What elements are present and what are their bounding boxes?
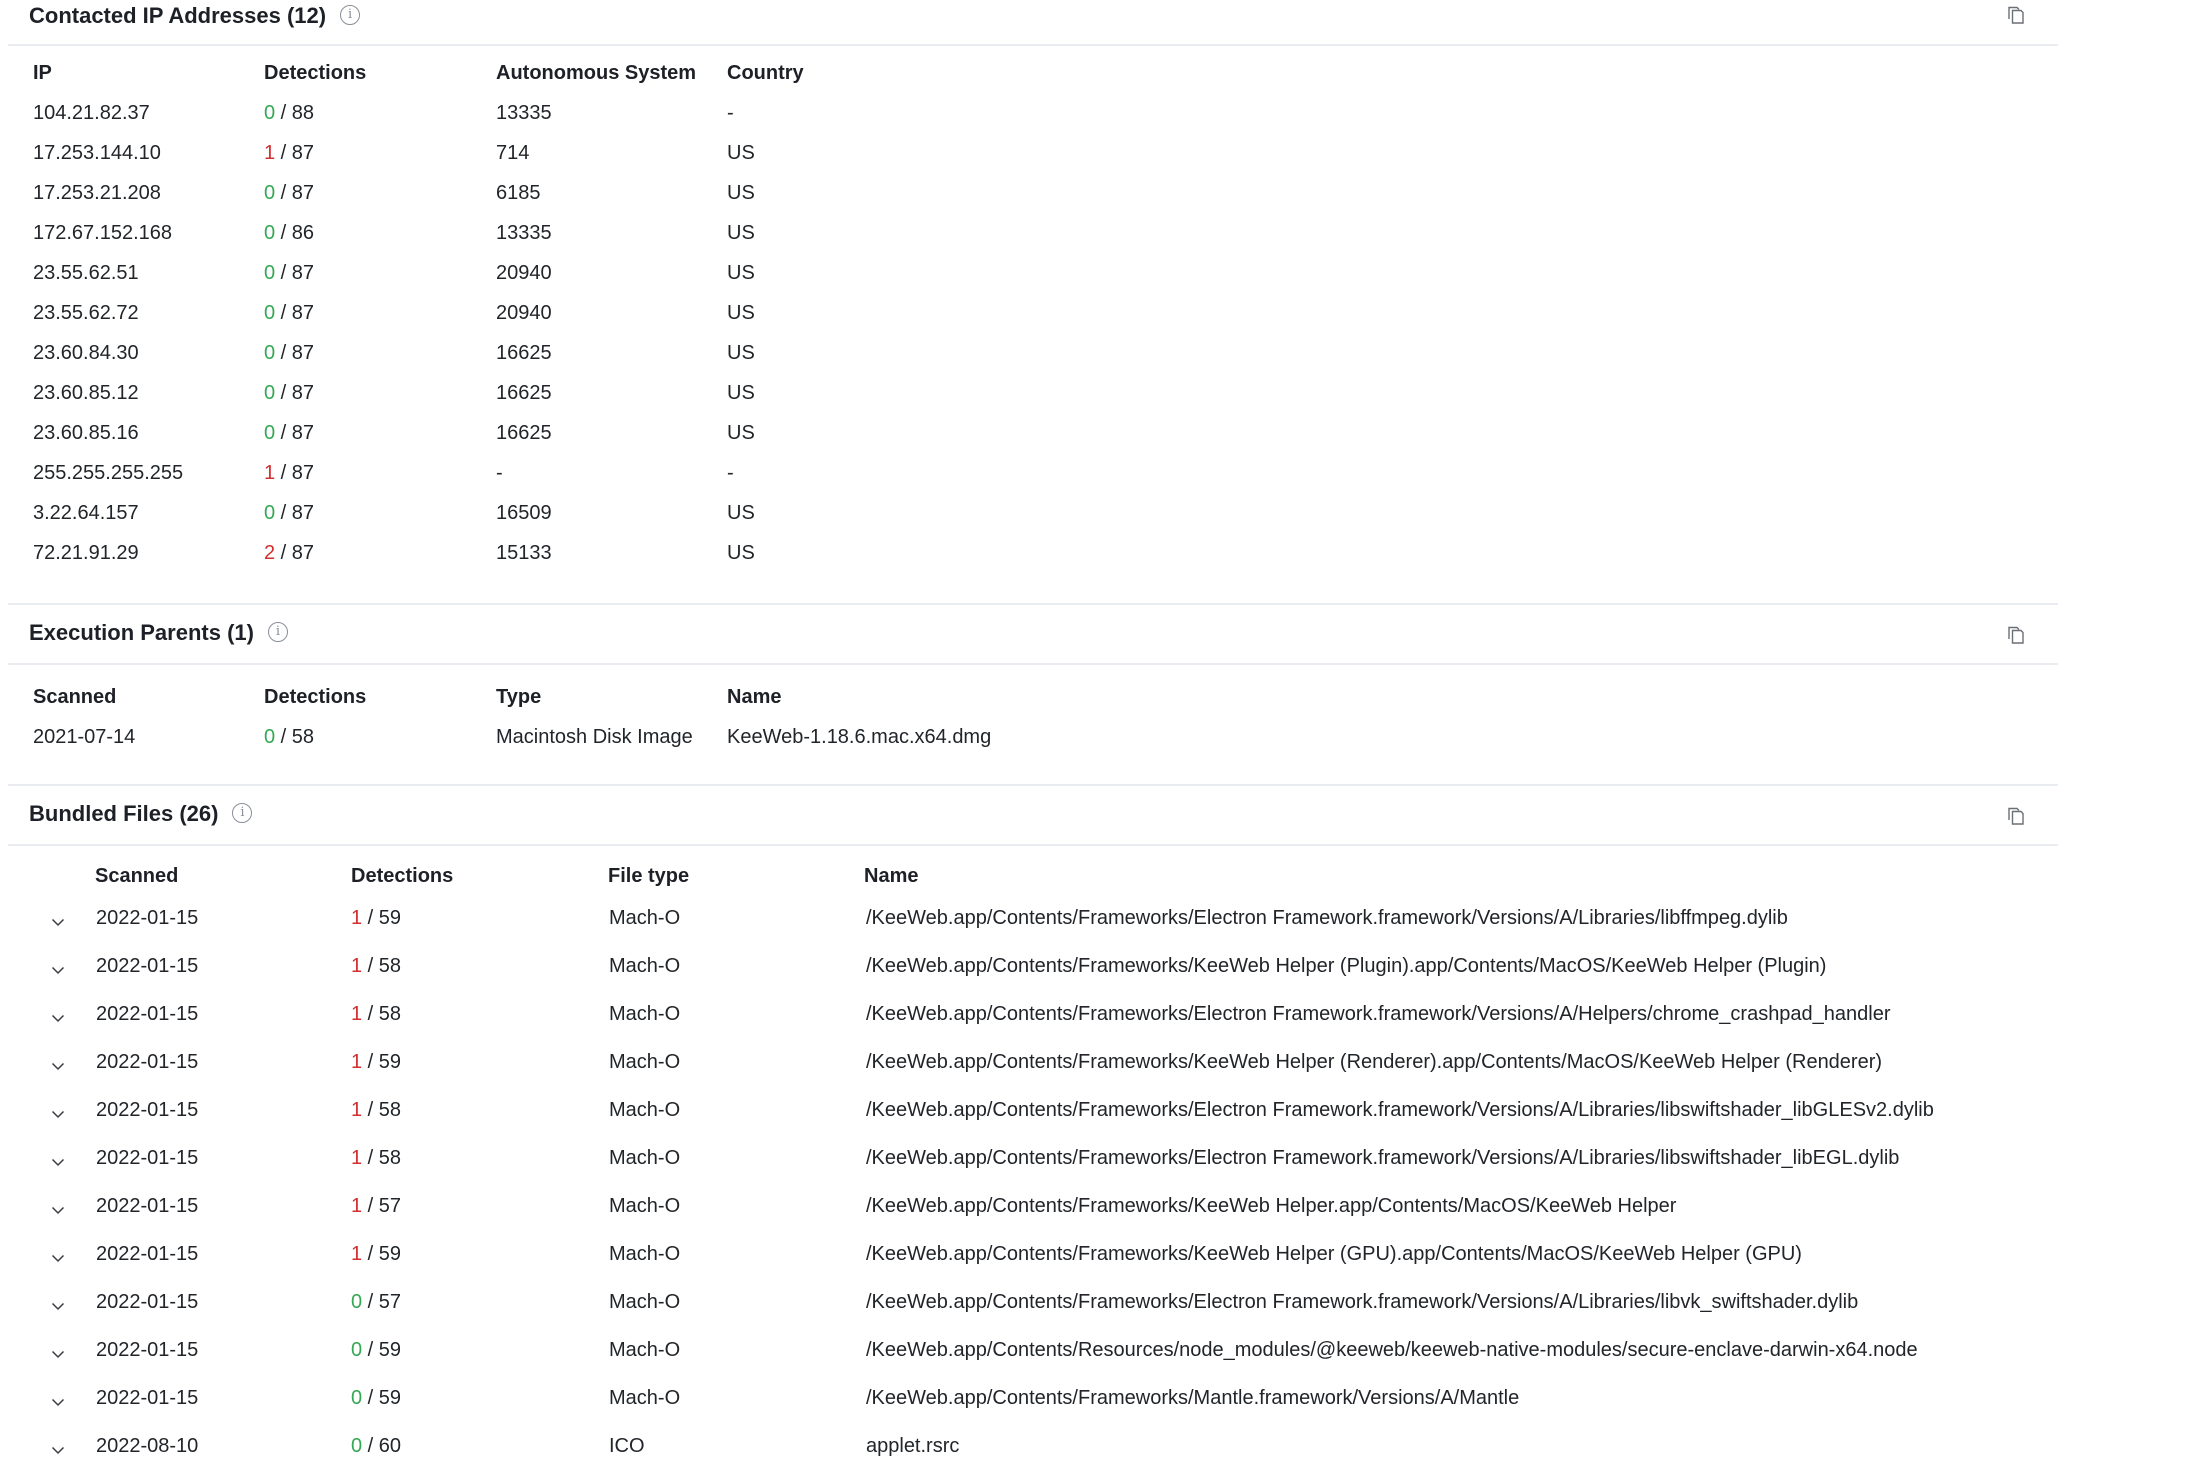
table-row (8, 533, 2058, 573)
detections-total: / 59 (362, 1243, 402, 1265)
chevron-down-icon[interactable] (51, 1278, 65, 1326)
ip-address-link[interactable]: 172.67.152.168 (33, 222, 173, 244)
detections-cell[interactable] (264, 93, 314, 133)
detections-total: / 87 (275, 262, 315, 284)
copy-icon[interactable] (2006, 806, 2026, 826)
detections-total: / 58 (362, 1099, 402, 1121)
detections-count: 0 (351, 1387, 363, 1409)
detections-cell[interactable] (351, 942, 401, 990)
table-row (8, 453, 2058, 493)
table-row (8, 1422, 2058, 1470)
file-name-link[interactable]: KeeWeb-1.18.6.mac.x64.dmg (727, 726, 992, 748)
detections-count: 1 (351, 1147, 363, 1169)
file-type-cell: Mach-O (609, 1147, 681, 1169)
chevron-down-icon[interactable] (51, 1038, 65, 1086)
detections-count: 0 (264, 182, 276, 204)
contacted-ips-rows (8, 93, 2058, 573)
table-row (8, 293, 2058, 333)
contacted-ips-title: Contacted IP Addresses (12) (29, 3, 327, 28)
table-row (8, 413, 2058, 453)
autonomous-system-cell: 20940 (496, 262, 552, 284)
copy-icon[interactable] (2006, 625, 2026, 645)
detections-total: / 57 (362, 1195, 402, 1217)
country-cell: US (727, 342, 755, 364)
country-cell: US (727, 382, 755, 404)
ip-address-link[interactable]: 255.255.255.255 (33, 462, 184, 484)
detections-total: / 87 (275, 142, 315, 164)
chevron-down-icon[interactable] (51, 990, 65, 1038)
autonomous-system-cell: 13335 (496, 102, 552, 124)
detections-count: 0 (264, 102, 276, 124)
file-name-link[interactable]: /KeeWeb.app/Contents/Frameworks/Electron Framework.framework/Versions/A/Libraries/libswiftshader_libEGL.dylib (866, 1147, 1900, 1169)
file-name-link[interactable]: /KeeWeb.app/Contents/Frameworks/Electron Framework.framework/Versions/A/Libraries/libvk_swiftshader.dylib (866, 1291, 1859, 1313)
ip-address-link[interactable]: 72.21.91.29 (33, 542, 139, 564)
detections-count: 2 (264, 542, 276, 564)
ip-address-link[interactable]: 3.22.64.157 (33, 502, 139, 524)
autonomous-system-cell: 714 (496, 142, 530, 164)
file-type-cell: Mach-O (609, 1291, 681, 1313)
scanned-date-cell: 2022-01-15 (96, 1147, 199, 1169)
table-row (8, 173, 2058, 213)
table-row (8, 1086, 2058, 1134)
chevron-down-icon[interactable] (51, 894, 65, 942)
file-type-cell: Mach-O (609, 1195, 681, 1217)
detections-total: / 59 (362, 1387, 402, 1409)
autonomous-system-cell: - (496, 462, 503, 484)
country-cell: US (727, 302, 755, 324)
table-row (8, 1038, 2058, 1086)
table-row (8, 373, 2058, 413)
scanned-date-cell: 2022-01-15 (96, 1387, 199, 1409)
detections-total: / 86 (275, 222, 315, 244)
detections-total: / 87 (275, 422, 315, 444)
file-type-cell: Mach-O (609, 1003, 681, 1025)
detections-cell[interactable] (264, 253, 314, 293)
autonomous-system-cell: 15133 (496, 542, 552, 564)
detections-total: / 87 (275, 502, 315, 524)
scanned-date-cell: 2022-01-15 (96, 1003, 199, 1025)
column-header-ip[interactable]: IP (33, 62, 52, 84)
file-type-cell: Mach-O (609, 1387, 681, 1409)
country-cell: US (727, 542, 755, 564)
chevron-down-icon[interactable] (51, 1374, 65, 1422)
ip-address-link[interactable]: 17.253.144.10 (33, 142, 161, 164)
detections-total: / 58 (362, 955, 402, 977)
detections-total: / 87 (275, 182, 315, 204)
detections-cell[interactable] (264, 453, 314, 493)
file-name-link[interactable]: applet.rsrc (866, 1435, 960, 1457)
detections-total: / 59 (362, 1051, 402, 1073)
chevron-down-icon[interactable] (51, 1182, 65, 1230)
detections-total: / 88 (275, 102, 315, 124)
country-cell: US (727, 262, 755, 284)
table-row (8, 942, 2058, 990)
ip-address-link[interactable]: 104.21.82.37 (33, 102, 150, 124)
autonomous-system-cell: 13335 (496, 222, 552, 244)
country-cell: US (727, 222, 755, 244)
file-name-link[interactable]: /KeeWeb.app/Contents/Frameworks/KeeWeb Helper (Plugin).app/Contents/MacOS/KeeWeb Helper (Plugin) (866, 955, 1827, 977)
scanned-date-cell: 2022-01-15 (96, 1051, 199, 1073)
ip-address-link[interactable]: 23.60.84.30 (33, 342, 139, 364)
table-row (8, 1326, 2058, 1374)
detections-total: / 87 (275, 462, 315, 484)
ip-address-link[interactable]: 17.253.21.208 (33, 182, 161, 204)
detections-count: 1 (351, 1099, 363, 1121)
scanned-date-cell: 2022-01-15 (96, 907, 199, 929)
file-type-cell: Mach-O (609, 1051, 681, 1073)
country-cell: US (727, 422, 755, 444)
detections-cell[interactable] (264, 493, 314, 533)
detections-count: 0 (264, 382, 276, 404)
table-row (8, 93, 2058, 133)
detections-cell[interactable] (351, 1374, 401, 1422)
detections-cell[interactable] (351, 1278, 401, 1326)
detections-cell[interactable] (351, 990, 401, 1038)
country-cell: US (727, 182, 755, 204)
detections-count: 0 (264, 342, 276, 364)
scanned-date-cell: 2022-01-15 (96, 955, 199, 977)
info-icon[interactable]: i (232, 803, 252, 823)
autonomous-system-cell: 6185 (496, 182, 541, 204)
country-cell: - (727, 462, 734, 484)
detections-total: / 59 (362, 1339, 402, 1361)
scanned-date-cell: 2022-01-15 (96, 1339, 199, 1361)
detections-cell[interactable] (264, 717, 314, 757)
country-cell: US (727, 502, 755, 524)
table-row (8, 894, 2058, 942)
detections-cell[interactable] (264, 413, 314, 453)
contacted-ips-table (8, 53, 2058, 573)
detections-cell[interactable] (264, 293, 314, 333)
execution-parents-section (8, 603, 2058, 748)
ip-address-link[interactable]: 23.60.85.16 (33, 422, 139, 444)
detections-count: 0 (351, 1291, 363, 1313)
autonomous-system-cell: 20940 (496, 302, 552, 324)
scanned-date-cell: 2022-01-15 (96, 1099, 199, 1121)
section-title (29, 799, 252, 829)
detections-count: 0 (351, 1339, 363, 1361)
detections-count: 0 (264, 262, 276, 284)
detections-cell[interactable] (351, 1422, 401, 1470)
file-name-link[interactable]: /KeeWeb.app/Contents/Resources/node_modules/@keeweb/keeweb-native-modules/secure-enclave-darwin-x64.node (866, 1339, 1918, 1361)
table-row (8, 1230, 2058, 1278)
detections-count: 0 (351, 1435, 363, 1457)
column-header-name[interactable]: Name (864, 865, 919, 887)
detections-count: 1 (264, 142, 276, 164)
info-icon[interactable]: i (268, 622, 288, 642)
chevron-down-icon[interactable] (51, 1230, 65, 1278)
detections-cell[interactable] (351, 1038, 401, 1086)
file-name-link[interactable]: /KeeWeb.app/Contents/Frameworks/Electron Framework.framework/Versions/A/Libraries/libffmpeg.dylib (866, 907, 1788, 929)
file-type-cell: Mach-O (609, 955, 681, 977)
chevron-down-icon[interactable] (51, 1086, 65, 1134)
column-header-detections[interactable]: Detections (264, 686, 367, 708)
detections-count: 0 (264, 222, 276, 244)
file-name-link[interactable]: /KeeWeb.app/Contents/Frameworks/Electron Framework.framework/Versions/A/Libraries/libswiftshader_libGLESv2.dylib (866, 1099, 1934, 1121)
country-cell: US (727, 142, 755, 164)
file-name-link[interactable]: /KeeWeb.app/Contents/Frameworks/KeeWeb Helper.app/Contents/MacOS/KeeWeb Helper (866, 1195, 1677, 1217)
column-header-name[interactable]: Name (727, 686, 782, 708)
ip-address-link[interactable]: 23.60.85.12 (33, 382, 139, 404)
chevron-down-icon[interactable] (51, 1422, 65, 1470)
detections-total: / 58 (275, 726, 315, 748)
table-row (8, 213, 2058, 253)
scanned-date-cell: 2022-01-15 (96, 1291, 199, 1313)
ip-address-link[interactable]: 23.55.62.72 (33, 302, 139, 324)
detections-count: 0 (264, 502, 276, 524)
file-type-cell: Mach-O (609, 1339, 681, 1361)
detections-count: 1 (351, 1003, 363, 1025)
autonomous-system-cell: 16625 (496, 382, 552, 404)
detections-cell[interactable] (264, 213, 314, 253)
detections-count: 1 (264, 462, 276, 484)
detections-count: 1 (351, 1051, 363, 1073)
detections-total: / 58 (362, 1147, 402, 1169)
scanned-date-cell: 2022-01-15 (96, 1243, 199, 1265)
table-row (8, 253, 2058, 293)
country-cell: - (727, 102, 734, 124)
type-cell: Macintosh Disk Image (496, 726, 693, 748)
table-row (8, 990, 2058, 1038)
detections-count: 0 (264, 422, 276, 444)
autonomous-system-cell: 16625 (496, 422, 552, 444)
bundled-files-table (8, 858, 2058, 1470)
column-header-scanned[interactable]: Scanned (95, 865, 179, 887)
file-type-cell: Mach-O (609, 907, 681, 929)
detections-cell[interactable] (264, 173, 314, 213)
detections-cell[interactable] (351, 894, 401, 942)
execution-parents-title: Execution Parents (1) (29, 620, 254, 645)
detections-count: 1 (351, 907, 363, 929)
detections-total: / 87 (275, 302, 315, 324)
section-title (29, 618, 288, 648)
detections-cell[interactable] (351, 1086, 401, 1134)
bundled-files-header (8, 786, 2058, 846)
execution-parents-table (8, 677, 2058, 757)
detections-cell[interactable] (351, 1230, 401, 1278)
ip-address-link[interactable]: 23.55.62.51 (33, 262, 139, 284)
detections-cell[interactable] (264, 533, 314, 573)
table-row (8, 1182, 2058, 1230)
detections-cell[interactable] (351, 1326, 401, 1374)
detections-cell[interactable] (264, 333, 314, 373)
autonomous-system-cell: 16625 (496, 342, 552, 364)
table-row (8, 1374, 2058, 1422)
scanned-date-cell: 2022-08-10 (96, 1435, 199, 1457)
table-row (8, 133, 2058, 173)
bundled-files-section (8, 784, 2058, 1458)
section-title (29, 1, 360, 31)
table-header-row (8, 858, 2058, 894)
table-row (8, 1278, 2058, 1326)
contacted-ips-section (8, 0, 2058, 566)
chevron-down-icon[interactable] (51, 1326, 65, 1374)
detections-total: / 58 (362, 1003, 402, 1025)
scanned-date-cell: 2021-07-14 (33, 726, 136, 748)
column-header-scanned[interactable]: Scanned (33, 686, 117, 708)
bundled-files-rows (8, 894, 2058, 1470)
detections-count: 0 (264, 302, 276, 324)
table-row (8, 333, 2058, 373)
detections-total: / 57 (362, 1291, 402, 1313)
detections-count: 1 (351, 1243, 363, 1265)
info-icon[interactable]: i (340, 5, 360, 25)
autonomous-system-cell: 16509 (496, 502, 552, 524)
file-type-cell: Mach-O (609, 1243, 681, 1265)
file-name-link[interactable]: /KeeWeb.app/Contents/Frameworks/Electron Framework.framework/Versions/A/Helpers/chrome_crashpad_handler (866, 1003, 1891, 1025)
detections-cell[interactable] (264, 373, 314, 413)
detections-cell[interactable] (351, 1182, 401, 1230)
detections-total: / 87 (275, 342, 315, 364)
file-name-link[interactable]: /KeeWeb.app/Contents/Frameworks/KeeWeb Helper (Renderer).app/Contents/MacOS/KeeWeb Helper (Renderer) (866, 1051, 1883, 1073)
column-header-country[interactable]: Country (727, 62, 804, 84)
table-header-row (8, 53, 2058, 93)
file-type-cell: ICO (609, 1435, 645, 1457)
detections-count: 1 (351, 1195, 363, 1217)
detections-total: / 87 (275, 542, 315, 564)
execution-parents-rows (8, 717, 2058, 757)
scanned-date-cell: 2022-01-15 (96, 1195, 199, 1217)
table-row (8, 1134, 2058, 1182)
contacted-ips-header (8, 0, 2058, 46)
column-header-autonomous-system[interactable]: Autonomous System (496, 62, 697, 84)
file-name-link[interactable]: /KeeWeb.app/Contents/Frameworks/KeeWeb Helper (GPU).app/Contents/MacOS/KeeWeb Helper (GPU) (866, 1243, 1802, 1265)
file-name-link[interactable]: /KeeWeb.app/Contents/Frameworks/Mantle.framework/Versions/A/Mantle (866, 1387, 1520, 1409)
column-header-type[interactable]: Type (496, 686, 542, 708)
chevron-down-icon[interactable] (51, 1134, 65, 1182)
file-type-cell: Mach-O (609, 1099, 681, 1121)
detections-count: 1 (351, 955, 363, 977)
column-header-detections[interactable]: Detections (351, 865, 454, 887)
detections-total: / 87 (275, 382, 315, 404)
detections-total: / 59 (362, 907, 402, 929)
chevron-down-icon[interactable] (51, 942, 65, 990)
copy-icon[interactable] (2006, 5, 2026, 25)
table-row (8, 493, 2058, 533)
detections-total: / 60 (362, 1435, 402, 1457)
bundled-files-title: Bundled Files (26) (29, 801, 219, 826)
detections-cell[interactable] (264, 133, 314, 173)
column-header-file-type[interactable]: File type (608, 865, 690, 887)
detections-count: 0 (264, 726, 276, 748)
execution-parents-header (8, 605, 2058, 665)
column-header-detections[interactable]: Detections (264, 62, 367, 84)
detections-cell[interactable] (351, 1134, 401, 1182)
table-header-row (8, 677, 2058, 717)
table-row (8, 717, 2058, 757)
